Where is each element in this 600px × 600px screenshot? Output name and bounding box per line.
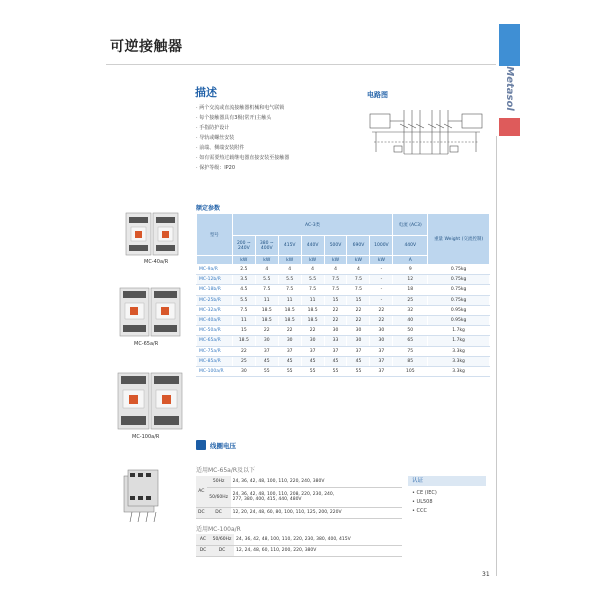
- ac-label: AC: [196, 534, 210, 545]
- coil-table-1: [196, 476, 402, 519]
- product-label: MC-65a/R: [134, 341, 159, 347]
- value-cell: 9: [393, 265, 428, 275]
- value-cell: 18.5: [232, 336, 255, 346]
- value-cell: 37: [255, 346, 278, 356]
- value-cell: 45: [278, 356, 301, 366]
- hz5060-values-line2: 277, 380, 400, 415, 440, 480V: [232, 497, 302, 502]
- page-number: 31: [482, 571, 490, 578]
- table-row: [197, 346, 490, 356]
- value-cell: 30: [278, 336, 301, 346]
- header-voltage: 690V: [347, 236, 370, 256]
- product-label: MC-40a/R: [144, 259, 169, 265]
- table-row: [197, 265, 490, 275]
- product-image-mc40: [124, 211, 180, 257]
- value-cell: -: [370, 265, 393, 275]
- value-cell: 22: [370, 305, 393, 315]
- header-unit: kW: [255, 256, 278, 265]
- value-cell: 37: [370, 356, 393, 366]
- header-voltage: 200 ~ 240V: [232, 236, 255, 256]
- coil-product-image: [120, 466, 166, 526]
- value-cell: 25: [232, 356, 255, 366]
- value-cell: 4: [301, 265, 324, 275]
- description-title: 描述: [195, 86, 217, 99]
- dc-label: DC: [196, 545, 210, 556]
- product-label: MC-100a/R: [132, 434, 160, 440]
- value-cell: 4: [278, 265, 301, 275]
- header-voltage: 380 ~ 400V: [255, 236, 278, 256]
- value-cell: 5.5: [232, 295, 255, 305]
- value-cell: 32: [393, 305, 428, 315]
- weight-cell: 3.3kg: [428, 356, 490, 366]
- value-cell: 2.5: [232, 265, 255, 275]
- value-cell: 22: [370, 315, 393, 325]
- header-unit: kW: [232, 256, 255, 265]
- value-cell: 37: [324, 346, 347, 356]
- header-voltage: 440V: [393, 236, 428, 256]
- hz5060-label: 50/60Hz: [207, 487, 231, 507]
- model-cell: MC-40a/R: [197, 315, 233, 325]
- value-cell: 55: [324, 366, 347, 376]
- header-voltage: 1000V: [370, 236, 393, 256]
- value-cell: 45: [324, 356, 347, 366]
- value-cell: 18.5: [278, 305, 301, 315]
- value-cell: 33: [324, 336, 347, 346]
- header-unit-blank: [197, 256, 233, 265]
- product-image-mc65: [118, 286, 182, 338]
- header-divider: [106, 64, 496, 65]
- value-cell: 30: [347, 336, 370, 346]
- weight-cell: 3.3kg: [428, 346, 490, 356]
- coil-table2-title: 适用MC-100a/R: [196, 526, 241, 533]
- coil-table1-title: 适用MC-65a/R及以下: [196, 467, 256, 474]
- header-voltage: 415V: [278, 236, 301, 256]
- value-cell: 22: [347, 315, 370, 325]
- value-cell: 4: [255, 265, 278, 275]
- header-unit: A: [393, 256, 428, 265]
- certification-item: • UL508: [412, 498, 486, 507]
- weight-cell: 0.95kg: [428, 315, 490, 325]
- value-cell: 7.5: [301, 285, 324, 295]
- header-weight: 重量 Weight (交流控制): [428, 214, 490, 265]
- weight-cell: 3.3kg: [428, 366, 490, 376]
- value-cell: 30: [255, 336, 278, 346]
- dc-values: 12, 20, 24, 48, 60, 80, 100, 110, 125, 200, 220V: [231, 507, 402, 518]
- description-item: · 如有需要热过载继电器直接安装至接触器: [196, 153, 376, 163]
- description-item: · 两个交流或直流接触器机械和电气联锁: [196, 103, 376, 113]
- value-cell: 3.5: [232, 275, 255, 285]
- value-cell: 30: [232, 366, 255, 376]
- value-cell: 55: [347, 366, 370, 376]
- value-cell: 18.5: [301, 315, 324, 325]
- value-cell: 45: [347, 356, 370, 366]
- table-row: [197, 275, 490, 285]
- value-cell: 7.5: [324, 275, 347, 285]
- ac-values: 24, 36, 42, 48, 100, 110, 220, 230, 380, 400, 415V: [234, 534, 402, 545]
- model-cell: MC-65a/R: [197, 336, 233, 346]
- certification-item: • CCC: [412, 507, 486, 516]
- model-cell: MC-12b/R: [197, 275, 233, 285]
- side-divider: [496, 136, 497, 576]
- value-cell: 30: [301, 336, 324, 346]
- value-cell: 15: [347, 295, 370, 305]
- value-cell: 4: [347, 265, 370, 275]
- header-unit: kW: [301, 256, 324, 265]
- value-cell: 45: [255, 356, 278, 366]
- value-cell: 4: [324, 265, 347, 275]
- table-row: [197, 295, 490, 305]
- certification-item: • CE (IEC): [412, 489, 486, 498]
- ac-label: AC: [196, 476, 207, 507]
- weight-cell: 0.75kg: [428, 285, 490, 295]
- value-cell: 12: [393, 275, 428, 285]
- value-cell: 22: [324, 315, 347, 325]
- value-cell: 18.5: [278, 315, 301, 325]
- dc-sub-label: DC: [210, 545, 234, 556]
- table-row: [197, 336, 490, 346]
- product-image-mc100: [116, 371, 184, 431]
- value-cell: 5.5: [255, 275, 278, 285]
- rated-params-body: [197, 265, 490, 377]
- brand-tab: [497, 58, 521, 118]
- rated-params-table: [196, 213, 490, 377]
- weight-cell: 0.75kg: [428, 275, 490, 285]
- model-cell: MC-18b/R: [197, 285, 233, 295]
- value-cell: 11: [278, 295, 301, 305]
- value-cell: 45: [301, 356, 324, 366]
- table-row: [197, 305, 490, 315]
- dc-label: DC: [196, 507, 207, 518]
- description-item: · 手指防护设计: [196, 123, 376, 133]
- value-cell: 55: [255, 366, 278, 376]
- value-cell: 5.5: [301, 275, 324, 285]
- value-cell: -: [370, 295, 393, 305]
- value-cell: 40: [393, 315, 428, 325]
- value-cell: 18.5: [255, 315, 278, 325]
- dc-sub-label: DC: [207, 507, 231, 518]
- certification-list: [408, 486, 486, 516]
- table-row: [197, 366, 490, 376]
- value-cell: 30: [370, 326, 393, 336]
- hz50-values: 24, 36, 42, 48, 100, 110, 220, 240, 380V: [231, 476, 402, 487]
- model-cell: MC-9a/R: [197, 265, 233, 275]
- value-cell: 11: [301, 295, 324, 305]
- description-list: [196, 103, 376, 173]
- description-item: · 前端、侧端安装附件: [196, 143, 376, 153]
- value-cell: 37: [347, 346, 370, 356]
- value-cell: -: [370, 285, 393, 295]
- value-cell: 18.5: [255, 305, 278, 315]
- value-cell: 65: [393, 336, 428, 346]
- value-cell: 15: [324, 295, 347, 305]
- table-row: [197, 285, 490, 295]
- value-cell: 7.5: [347, 285, 370, 295]
- coil-icon: [196, 440, 206, 450]
- header-unit: kW: [324, 256, 347, 265]
- weight-cell: 0.75kg: [428, 265, 490, 275]
- value-cell: 7.5: [324, 285, 347, 295]
- page-title: 可逆接触器: [110, 39, 183, 55]
- value-cell: 22: [255, 326, 278, 336]
- value-cell: 30: [324, 326, 347, 336]
- value-cell: 11: [255, 295, 278, 305]
- hz5060-label: 50/60Hz: [210, 534, 234, 545]
- value-cell: 37: [370, 366, 393, 376]
- value-cell: 7.5: [232, 305, 255, 315]
- table-row: [197, 326, 490, 336]
- value-cell: 30: [370, 336, 393, 346]
- value-cell: 75: [393, 346, 428, 356]
- model-cell: MC-25b/R: [197, 295, 233, 305]
- description-item: · 每个接触器具有3极(常开)主触头: [196, 113, 376, 123]
- brand-label: Metasol: [503, 65, 515, 111]
- value-cell: 15: [232, 326, 255, 336]
- value-cell: 22: [324, 305, 347, 315]
- value-cell: 22: [347, 305, 370, 315]
- certification-title: 认证: [408, 476, 486, 486]
- value-cell: 25: [393, 295, 428, 305]
- table-row: [197, 315, 490, 325]
- circuit-title: 电路图: [367, 91, 388, 99]
- value-cell: 50: [393, 326, 428, 336]
- hz5060-values: [231, 487, 402, 507]
- model-cell: MC-100a/R: [197, 366, 233, 376]
- certification-box: [408, 476, 486, 516]
- value-cell: 55: [278, 366, 301, 376]
- value-cell: 7.5: [278, 285, 301, 295]
- value-cell: 18: [393, 285, 428, 295]
- coil-table-2: [196, 534, 402, 557]
- weight-cell: 1.7kg: [428, 326, 490, 336]
- header-current: 电流 (AC3): [393, 214, 428, 236]
- value-cell: -: [370, 275, 393, 285]
- description-item: · 保护等级：IP20: [196, 163, 376, 173]
- model-cell: MC-85a/R: [197, 356, 233, 366]
- model-cell: MC-32a/R: [197, 305, 233, 315]
- weight-cell: 1.7kg: [428, 336, 490, 346]
- header-unit: kW: [278, 256, 301, 265]
- description-item: · 导轨或螺丝安装: [196, 133, 376, 143]
- value-cell: 7.5: [347, 275, 370, 285]
- header-ac3: AC-3类: [232, 214, 392, 236]
- value-cell: 7.5: [255, 285, 278, 295]
- header-voltage: 440V: [301, 236, 324, 256]
- value-cell: 18.5: [301, 305, 324, 315]
- value-cell: 55: [301, 366, 324, 376]
- value-cell: 30: [347, 326, 370, 336]
- circuit-diagram: [364, 102, 488, 162]
- model-cell: MC-50a/R: [197, 326, 233, 336]
- params-title: 额定参数: [196, 205, 221, 212]
- value-cell: 22: [301, 326, 324, 336]
- hz50-label: 50Hz: [207, 476, 231, 487]
- header-unit: kW: [347, 256, 370, 265]
- weight-cell: 0.75kg: [428, 295, 490, 305]
- coil-title: 线圈电压: [210, 442, 236, 450]
- header-model: 型号: [197, 214, 233, 256]
- value-cell: 37: [370, 346, 393, 356]
- value-cell: 4.5: [232, 285, 255, 295]
- model-cell: MC-75a/R: [197, 346, 233, 356]
- hz5060-values-line1: 24, 36, 42, 48, 100, 110, 208, 220, 230, 240,: [232, 492, 335, 497]
- value-cell: 105: [393, 366, 428, 376]
- table-row: [197, 356, 490, 366]
- weight-cell: 0.95kg: [428, 305, 490, 315]
- value-cell: 11: [232, 315, 255, 325]
- value-cell: 37: [301, 346, 324, 356]
- value-cell: 22: [278, 326, 301, 336]
- section-tab-red: [499, 118, 520, 136]
- value-cell: 5.5: [278, 275, 301, 285]
- value-cell: 85: [393, 356, 428, 366]
- header-unit: kW: [370, 256, 393, 265]
- header-voltage: 500V: [324, 236, 347, 256]
- value-cell: 22: [232, 346, 255, 356]
- value-cell: 37: [278, 346, 301, 356]
- dc-values: 12, 24, 48, 60, 110, 200, 220, 380V: [234, 545, 402, 556]
